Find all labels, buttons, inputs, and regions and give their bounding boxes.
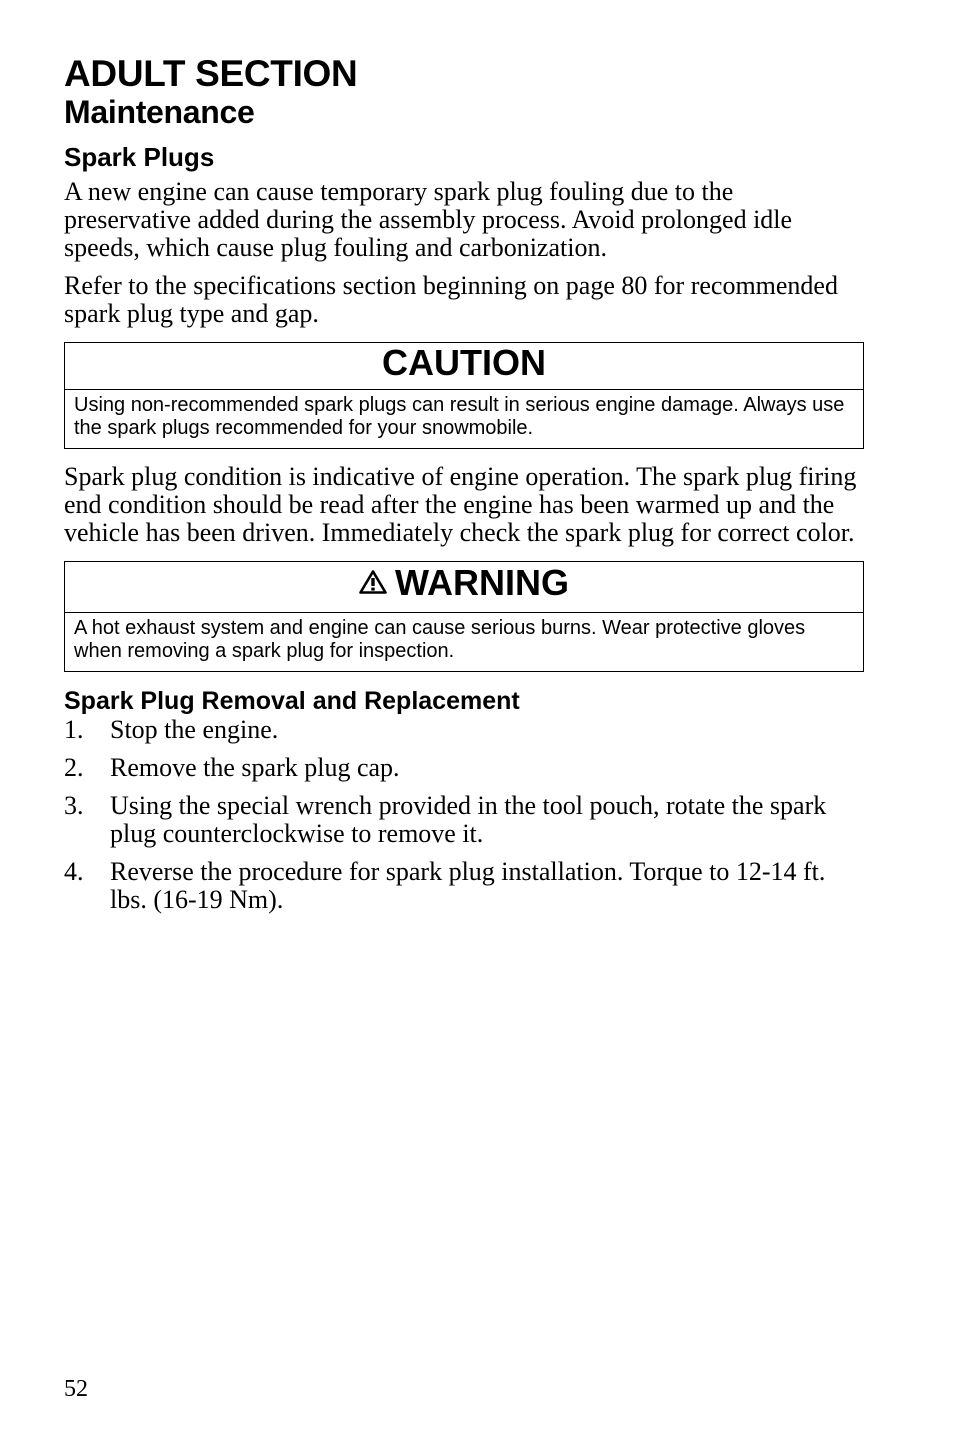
step-item (64, 754, 864, 782)
caution-text: Using non-recommended spark plugs can result in serious engine damage. Always use the spark plugs recommended for your snowmobile. (74, 394, 845, 439)
step-text: Remove the spark plug cap. (110, 753, 400, 782)
caution-box (64, 342, 864, 449)
page-content (64, 54, 864, 914)
removal-steps (64, 716, 864, 914)
step-number: 3. (64, 791, 84, 820)
caution-title: CAUTION (65, 343, 863, 390)
subsection-title: Maintenance (64, 94, 255, 130)
warning-title: WARNING (395, 562, 569, 603)
step-item (64, 716, 864, 744)
step-text: Using the special wrench provided in the tool pouch, rotate the spark plug counterclockwise to remove it. (110, 791, 827, 848)
page-number: 52 (64, 1376, 88, 1402)
section-title: ADULT SECTION (64, 53, 358, 94)
warning-box (64, 561, 864, 672)
removal-heading: Spark Plug Removal and Replacement (64, 687, 520, 715)
step-number: 1. (64, 715, 84, 744)
step-number: 2. (64, 753, 84, 782)
step-text: Stop the engine. (110, 715, 279, 744)
spark-plugs-paragraph-1: A new engine can cause temporary spark plug fouling due to the preservative added during the assembly process. Avoid prolonged idle speeds, which cause plug fouling and carbonization. (64, 177, 793, 262)
warning-header (65, 562, 863, 613)
condition-paragraph: Spark plug condition is indicative of engine operation. The spark plug firing end condition should be read after the engine has been warmed up and the vehicle has been driven. Immediately check the spark plug for correct color. (64, 462, 857, 547)
warning-triangle-icon (359, 561, 387, 603)
warning-text: A hot exhaust system and engine can cause serious burns. Wear protective gloves when removing a spark plug for inspection. (74, 617, 806, 662)
step-item (64, 858, 864, 914)
spark-plugs-paragraph-2: Refer to the specifications section beginning on page 80 for recommended spark plug type and gap. (64, 271, 838, 328)
step-text: Reverse the procedure for spark plug installation. Torque to 12-14 ft. lbs. (16-19 Nm). (110, 857, 826, 914)
spark-plugs-heading: Spark Plugs (64, 142, 215, 172)
step-number: 4. (64, 857, 84, 886)
step-item (64, 792, 864, 848)
